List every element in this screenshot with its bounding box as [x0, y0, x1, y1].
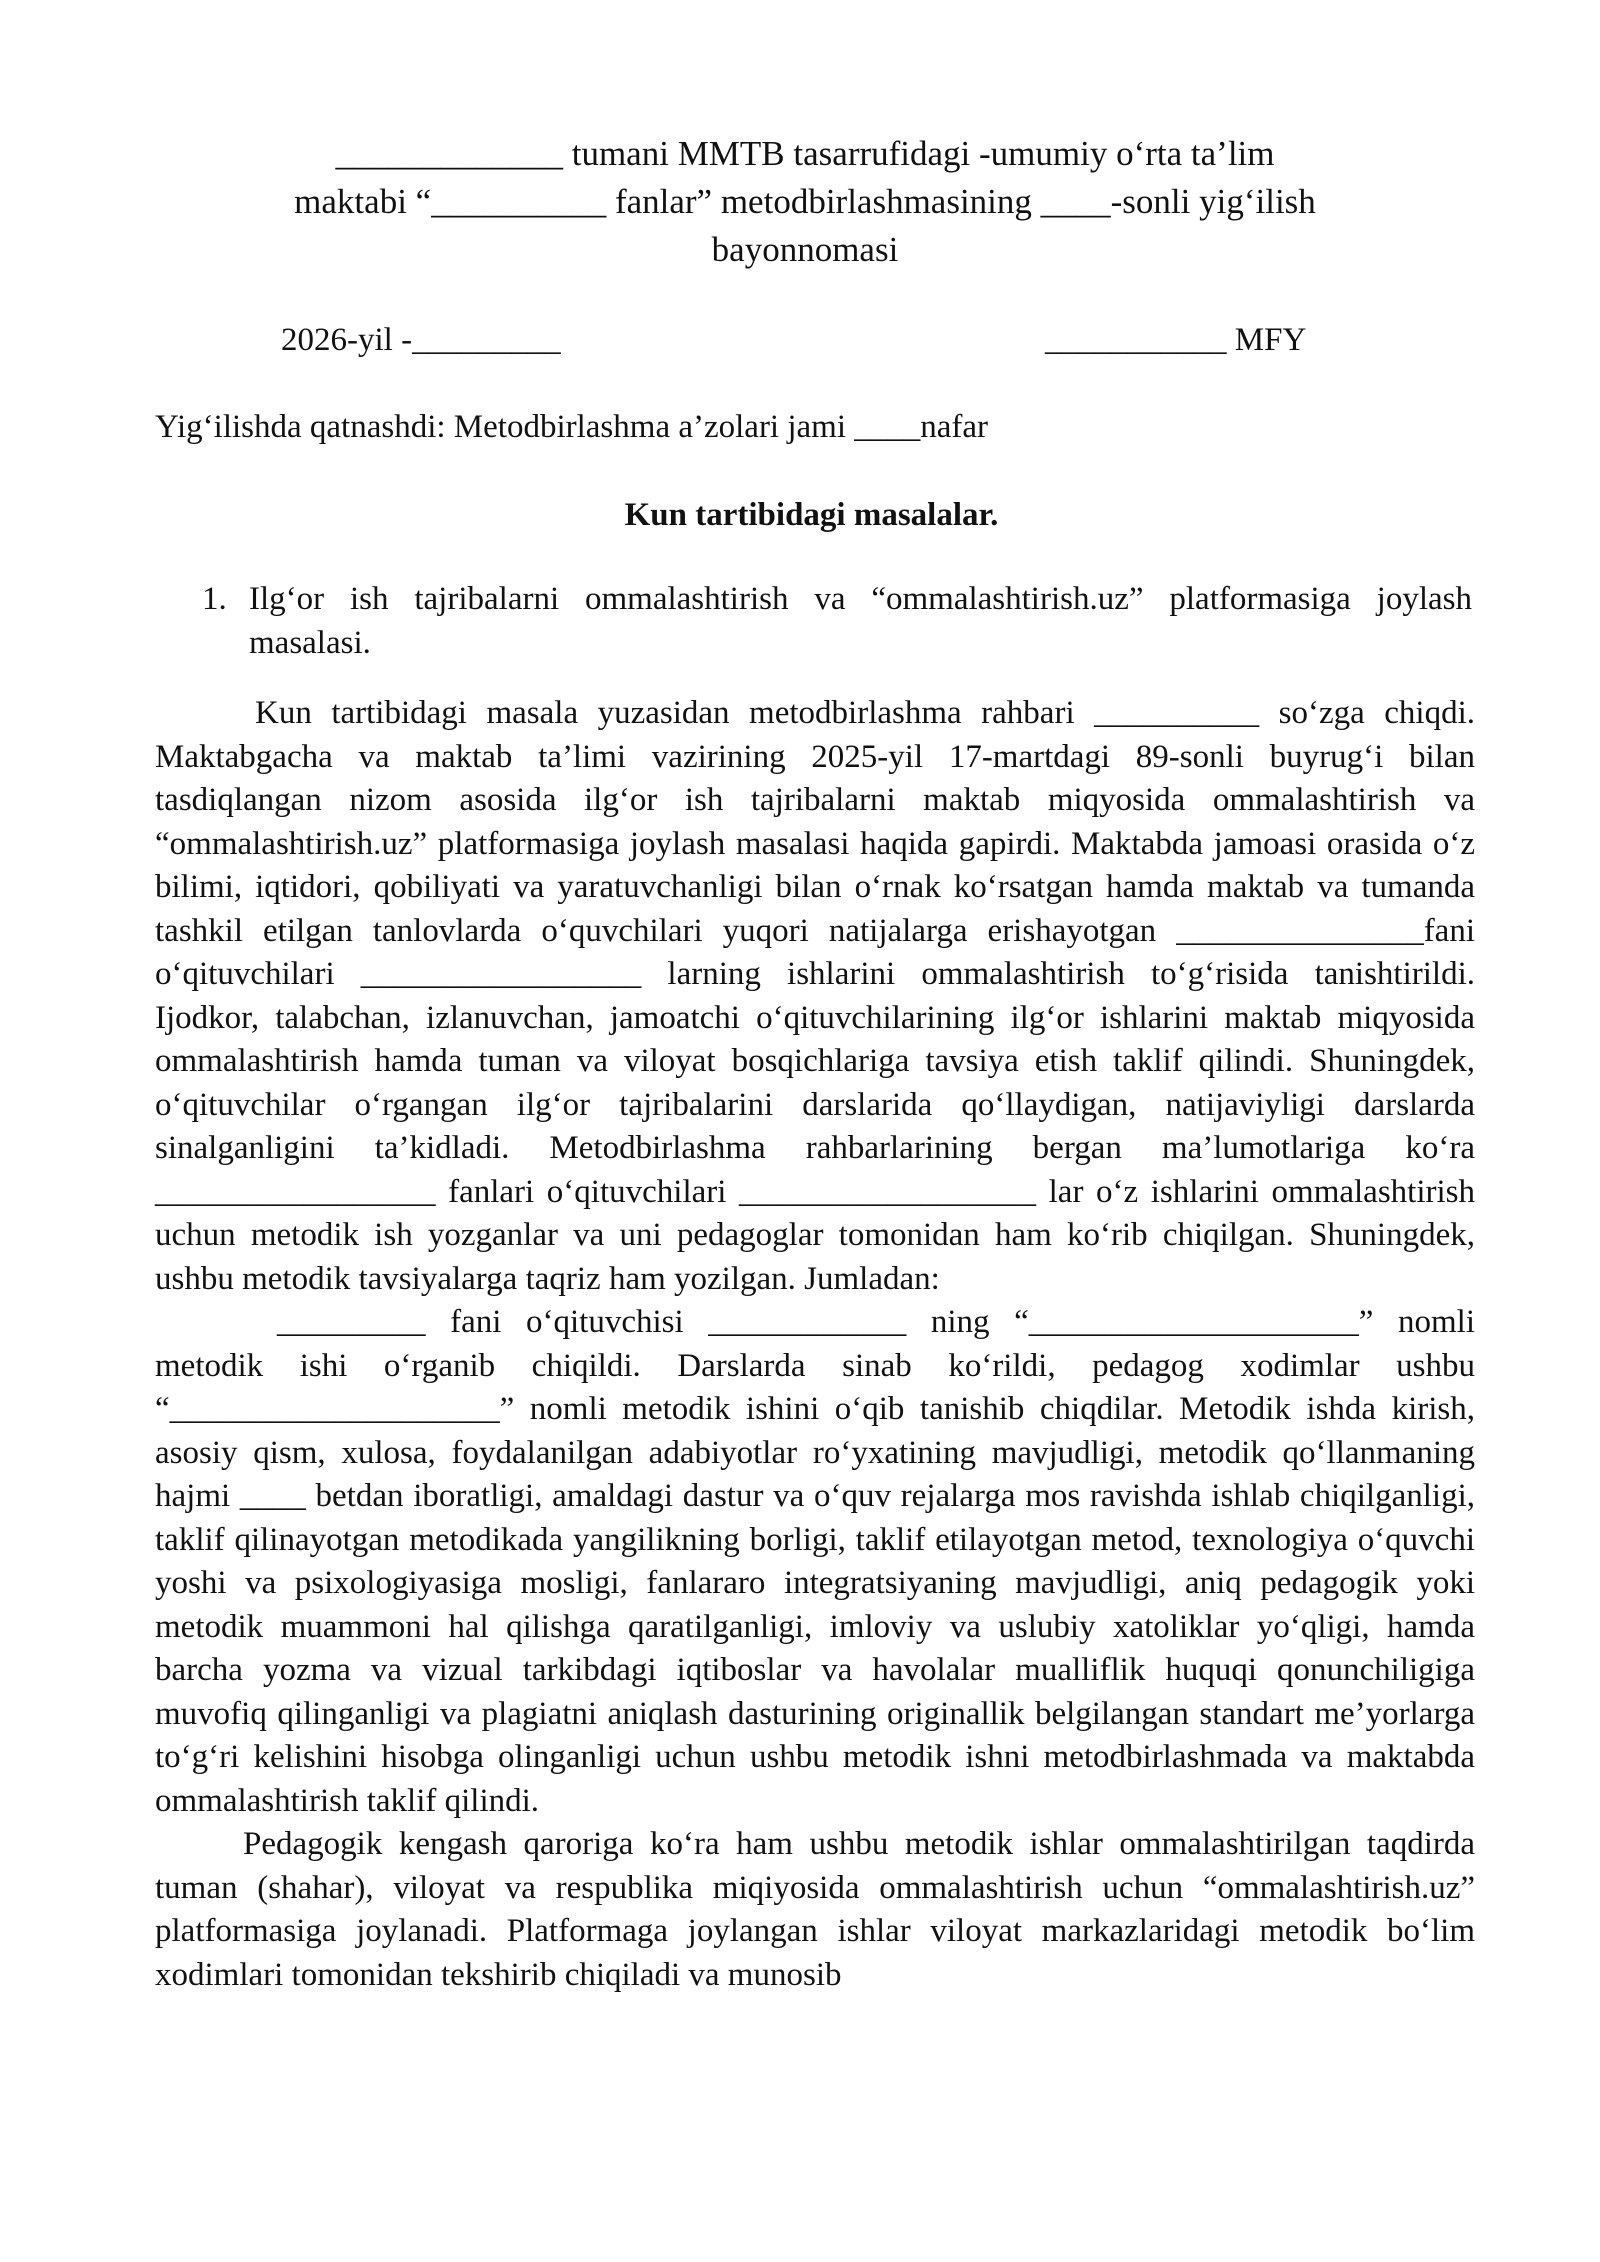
- agenda-item-number: 1.: [202, 581, 227, 617]
- title-line-1: _____________ tumani MMTB tasarrufidagi -umumiy o‘rta ta’lim: [335, 134, 1275, 173]
- body-paragraph-2: _________ fani o‘qituvchisi ____________ ning “____________________” nomli metodik ishi o‘rganib chiqildi. Darslarda sinab ko‘rildi, pedagog xodimlar ushbu “____________________” nomli metodik ishini o‘qib tanishib chiqdilar. Metodik ishda kirish, asosiy qism, xulosa, foydalanilgan adabiyotlar ro‘yxatining mavjudligi, metodik qo‘llanmaning hajmi ____ betdan iboratligi, amaldagi dastur va o‘quv rejalarga mos ravishda ishlab chiqilganligi, taklif qilinayotgan metodikada yangilikning borligi, taklif etilayotgan metod, texnologiya o‘quvchi yoshi va psixologiyasiga mosligi, fanlararo integratsiyaning mavjudligi, aniq pedagogik yoki metodik muammoni hal qilishga qaratilganligi, imloviy va uslubiy xatoliklar yo‘qligi, hamda barcha yozma va vizual tarkibdagi iqtiboslar va havolalar mualliflik huquqi qonunchiligiga muvofiq qilinganligi va plagiatni aniqlash dasturining originallik belgilangan standart me’yorlarga to‘g‘ri kelishini hisobga olinganligi uchun ushbu metodik ishni metodbirlashmada va maktabda ommalashtirish taklif qilindi.: [155, 1304, 1475, 1819]
- title-line-2: maktabi “__________ fanlar” metodbirlashmasining ____-sonli yig‘ilish: [294, 182, 1316, 221]
- body-paragraph-3: Pedagogik kengash qaroriga ko‘ra ham ushbu metodik ishlar ommalashtirilgan taqdirda tuman (shahar), viloyat va respublika miqiyosida ommalashtirish uchun “ommalashtirish.uz” platformasiga joylanadi. Platformaga joylangan ishlar viloyat markazlaridagi metodik bo‘lim xodimlari tomonidan tekshirib chiqiladi va munosib: [155, 1826, 1475, 1993]
- agenda-heading: Kun tartibidagi masalalar.: [624, 497, 999, 533]
- body-paragraph-1: Kun tartibidagi masala yuzasidan metodbirlashma rahbari __________ so‘zga chiqdi. Maktabgacha va maktab ta’limi vazirining 2025-yil 17-martdagi 89-sonli buyrug‘i bilan tasdiqlangan nizom asosida ilg‘or ish tajribalarni maktab miqyosida ommalashtirish va “ommalashtirish.uz” platformasiga joylash masalasi haqida gapirdi. Maktabda jamoasi orasida o‘z bilimi, iqtidori, qobiliyati va yaratuvchanligi bilan o‘rnak ko‘rsatgan hamda maktab va tumanda tashkil etilgan tanlovlarda o‘quvchilari yuqori natijalarga erishayotgan _______________fani o‘qituvchilari _________________ larning ishlarini ommalashtirish to‘g‘risida tanishtirildi. Ijodkor, talabchan, izlanuvchan, jamoatchi o‘qituvchilarining ilg‘or ishlarini maktab miqyosida ommalashtirish hamda tuman va viloyat bosqichlariga tavsiya etish taklif qilindi. Shuningdek, o‘qituvchilar o‘rgangan ilg‘or tajribalarini darslarida qo‘llaydigan, natijaviyligi darslarda sinalganligini ta’kidladi. Metodbirlashma rahbarlarining bergan ma’lumotlariga ko‘ra _________________ fanlari o‘qituvchilari __________________ lar o‘z ishlarini ommalashtirish uchun metodik ish yozganlar va uni pedagoglar tomonidan ham ko‘rib chiqilgan. Shuningdek, ushbu metodik tavsiyalarga taqriz ham yozilgan. Jumladan:: [155, 695, 1475, 1297]
- attendance-line: Yig‘ilishda qatnashdi: Metodbirlashma a’zolari jami ____nafar: [155, 409, 989, 445]
- document-title: [150, 130, 1460, 274]
- meeting-place: ___________ MFY: [1045, 322, 1307, 358]
- meeting-date: 2026-yil -_________: [281, 322, 561, 358]
- agenda-item: [202, 578, 1472, 665]
- title-line-3: bayonnomasi: [711, 230, 899, 269]
- minutes-body: [155, 692, 1475, 1997]
- agenda-list: [202, 578, 1472, 665]
- agenda-item-text: Ilg‘or ish tajribalarni ommalashtirish va “ommalashtirish.uz” platformasiga joylash masalasi.: [249, 581, 1472, 661]
